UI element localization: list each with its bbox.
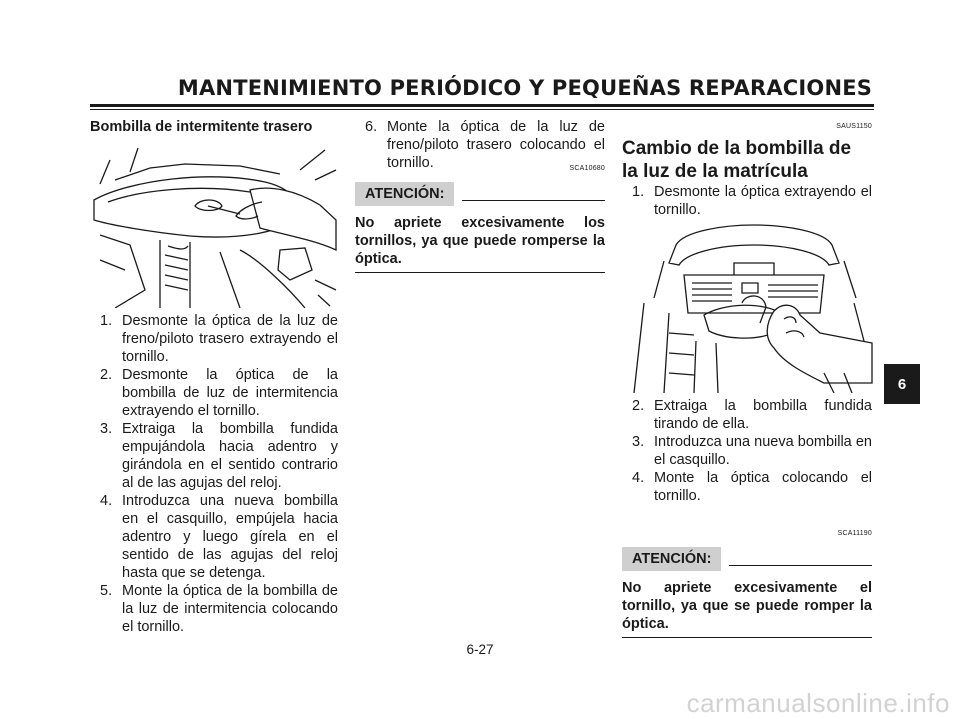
turn-signal-bulb-illustration	[90, 140, 338, 308]
header-rule-thin	[90, 109, 874, 110]
caution-rule	[462, 200, 605, 201]
section-title-license-plate-bulb: Cambio de la bombilla de la luz de la matrícula	[622, 138, 852, 182]
section-heading-rear-turn-signal: Bombilla de intermitente trasero	[90, 119, 313, 135]
page-number: 6-27	[466, 642, 494, 657]
caution-code: SCA10680	[569, 165, 605, 172]
list-item: 5. Monte la óptica de la bombilla de la luz de intermitencia colocando el tornillo.	[100, 583, 338, 635]
list-item: 1. Desmonte la óptica extrayendo el tornillo.	[632, 184, 872, 218]
page-header-title: MANTENIMIENTO PERIÓDICO Y PEQUEÑAS REPARACIONES	[177, 76, 873, 100]
caution-label: ATENCIÓN:	[622, 547, 721, 571]
list-item: 4. Introduzca una nueva bombilla en el casquillo, empújela hacia adentro y luego gírela en el sentido de las agujas del reloj hasta que se detenga.	[100, 493, 338, 581]
caution-header	[355, 182, 605, 206]
caution-label: ATENCIÓN:	[355, 182, 454, 206]
list-item: 2. Desmonte la óptica de la bombilla de luz de intermitencia extrayendo el tornillo.	[100, 367, 338, 419]
caution-end-rule	[622, 637, 872, 638]
right-steps-list-a	[622, 183, 872, 219]
list-item: 6. Monte la óptica de la luz de freno/piloto trasero colocando el tornillo.	[365, 119, 605, 171]
left-steps-list	[90, 312, 338, 636]
caution-code: SCA11190	[837, 530, 872, 537]
list-item: 3. Introduzca una nueva bombilla en el casquillo.	[632, 434, 872, 468]
right-steps-list-b	[622, 397, 872, 505]
middle-steps-list	[355, 118, 605, 172]
list-item: 1. Desmonte la óptica de la luz de freno/piloto trasero extrayendo el tornillo.	[100, 313, 338, 365]
caution-text: No apriete excesivamente los tornillos, ya que puede romperse la óptica.	[355, 215, 605, 267]
license-plate-bulb-illustration	[624, 223, 874, 393]
caution-rule	[729, 565, 872, 566]
left-column	[90, 118, 338, 636]
caution-text: No apriete excesivamente el tornillo, ya que se puede romper la óptica.	[622, 580, 872, 632]
middle-column	[355, 118, 605, 273]
list-item: 3. Extraiga la bombilla fundida empujándola hacia adentro y girándola en el sentido contrario al de las agujas del reloj.	[100, 421, 338, 491]
caution-header	[622, 547, 872, 571]
header-rule-thick	[90, 104, 874, 107]
watermark: carmanualsonline.info	[686, 688, 950, 718]
list-item: 2. Extraiga la bombilla fundida tirando de ella.	[632, 398, 872, 432]
caution-end-rule	[355, 272, 605, 273]
chapter-tab: 6	[884, 364, 920, 404]
right-column	[622, 118, 872, 638]
section-code: SAUS1150	[836, 123, 872, 130]
list-item: 4. Monte la óptica colocando el tornillo.	[632, 470, 872, 504]
